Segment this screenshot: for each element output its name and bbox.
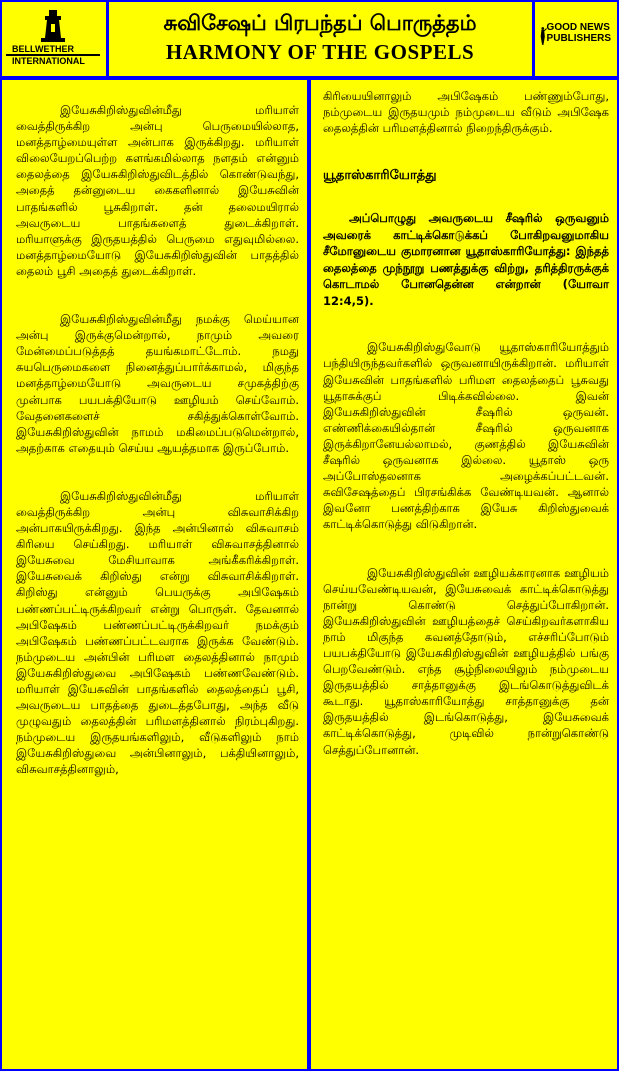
left-column (2, 80, 311, 1069)
left-paragraph-3: இயேசுகிறிஸ்துவின்மீது மரியாள் வைத்திருக்கிற அன்பு விசுவாசிக்கிற அன்பாகயிருக்கிறது. இந்த அன்பினால் விசுவாசம் கிரியை செய்கிறது. மரியாள் விசுவாசத்தினால் இயேசுவை மேசியாவாக அங்கீகரிக்கிறாள். இயேசுவைக் கிறிஸ்து என்று விசுவாசிக்கிறாள். கிறிஸ்து என்னும் பெயருக்கு அபிஷேகம் பண்ணப்பட்டிருக்கிறவர் என்று பொருள். தேவனால் அபிஷேகம் பண்ணப்பட்டிருக்கிறவர் நமக்கும் அபிஷேகம் பண்ணப்பட்டவராக இருக்க வேண்டும். நம்முடைய அன்பின் பரிமள தைலத்தினால் நாமும் இயேசுகிறிஸ்துவை அபிஷேகம் பண்ணவேண்டும். மரியாள் இயேசுவின் பாதங்களில் தைலத்தைப் பூசி, அவருடைய பாதத்தை துடைத்தபோது, அந்த வீடு முழுவதும் தைலத்தின் பரிமளத்தினால் நிரம்புகிறது. நம்முடைய இருதயங்களிலும், வீடுகளிலும் நாம் இயேசுகிறிஸ்துவை அன்பினாலும், பக்தியினாலும், விசுவாசத்தினாலும், (16, 488, 299, 777)
left-paragraph-1: இயேசுகிறிஸ்துவின்மீது மரியாள் வைத்திருக்கிற அன்பு பெருமையில்லாத, மனத்தாழ்மையுள்ள அன்பாக இருக்கிறது. மரியாள் விலையேறப்பெற்ற களங்கமில்லாத நளதம் என்னும் தைலத்தை இயேசுகிறிஸ்துவிடத்தில் கொண்டுவந்து, அதைத் தன்னுடைய கைகளினால் இயேசுவின் பாதங்களில் பூசுகிறாள். தன் தலைமயிரால் அவருடைய பாதங்களைத் துடைக்கிறாள். மரியாளுக்கு இருதயத்தில் பெருமை எதுவுமில்லை. மனத்தாழ்மையோடு இயேசுகிறிஸ்துவின் பாதத்தில் தைலம் பூசி அதைத் துடைக்கிறாள். (16, 103, 299, 278)
left-paragraph-2: இயேசுகிறிஸ்துவின்மீது நமக்கு மெய்யான அன்பு இருக்குமென்றால், நாமும் அவரை மேன்மைப்படுத்தத் தயங்கமாட்டோம். நமது சுயபெருமைகளை நினைத்துப்பார்க்காமல், மிகுந்த மனத்தாழ்மையோடு அவருடைய சமுகத்திற்கு முன்பாக பயபக்தியோடு ஊழியம் செய்வோம். வேதனைகளைச் சகித்துக்கொள்வோம். இயேசுகிறிஸ்துவின் நாமம் மகிமைப்படுமென்றால், அதற்காக எதையும் செய்ய ஆயத்தமாக இருப்போம். (16, 312, 299, 455)
columns (2, 80, 617, 1069)
logo-left-line2: INTERNATIONAL (6, 54, 100, 66)
logo-right-line2: PUBLISHERS (546, 33, 611, 44)
title-english: HARMONY OF THE GOSPELS (165, 40, 475, 64)
title-tamil: சுவிசேஷப் பிரபந்தப் பொருத்தம் (163, 11, 477, 35)
trumpet-figure-icon (539, 8, 547, 64)
right-paragraph-2: இயேசுகிறிஸ்துவின் ஊழியக்காரனாக ஊழியம் செய்யவேண்டியவன், இயேசுவைக் காட்டிக்கொடுத்து நான்று கொண்டு செத்துப்போகிறான். இயேசுகிறிஸ்துவின் ஊழியத்தைச் செய்கிறவர்களாகிய நாம் மிகுந்த கவனத்தோடும், எச்சரிப்போடும் பயபக்தியோடு இயேசுகிறிஸ்துவின் ஊழியத்தில் பங்கு பெறவேண்டும். எந்த சூழ்நிலையிலும் நம்முடைய இருதயத்தில் சாத்தானுக்கு இடங்கொடுத்துவிடக் கூடாது. யூதாஸ்காரியோத்து சாத்தானுக்கு தன் இருதயத்தில் இடங்கொடுத்து, இயேசுவைக் காட்டிக்கொடுத்து, முடிவில் நான்றுகொண்டு செத்துப்போனான். (323, 565, 609, 757)
header (2, 2, 617, 80)
header-divider-left (106, 2, 109, 76)
right-paragraph-continued: கிரியையினாலும் அபிஷேகம் பண்ணும்போது, நம்முடைய இருதயமும் நம்முடைய வீடும் அபிஷேக தைலத்தின் பரிமளத்தினால் நிறைந்திருக்கும். (323, 89, 609, 136)
scripture-quote: அப்பொழுது அவருடைய சீஷரில் ஒருவனும் அவரைக் காட்டிக்கொடுக்கப் போகிறவனுமாகிய சீமோனுடைய குமாரனான யூதாஸ்காரியோத்து: இந்தத் தைலத்தை முந்நூறு பணத்துக்கு விற்று, தரித்திரருக்குக் கொடாமல் போனதென்ன என்றான் (யோவா 12:4,5). (323, 211, 609, 308)
bell-tower-icon (33, 8, 73, 44)
header-divider-right (532, 2, 535, 76)
logo-right-line1: GOOD NEWS (546, 22, 610, 33)
title-box (110, 2, 530, 76)
right-column (311, 80, 617, 1069)
right-paragraph-1: இயேசுகிறிஸ்துவோடு யூதாஸ்காரியோத்தும் பந்தியிருந்தவர்களில் ஒருவனாயிருக்கிறான். மரியாள் இயேசுவின் பாதங்களில் பரிமள தைலத்தைப் பூசுவது யூதாசுக்குப் பிடிக்கவில்லை. இவன் இயேசுகிறிஸ்துவின் சீஷரில் ஒருவன். எண்ணிக்கையில்தான் சீஷரில் ஒருவனாக இருக்கிறானேயல்லாமல், குணத்தில் இயேசுவின் சீஷரில் ஒருவனாக இல்லை. யூதாஸ் ஒரு அப்போஸ்தலனாக அழைக்கப்பட்டவன். சுவிசேஷத்தைப் பிரசங்கிக்க வேண்டியவன். ஆனால் இவனோ பணத்திற்காக இயேசு கிறிஸ்துவைக் காட்டிக்கொடுத்து விடுகிறான். (323, 340, 609, 532)
section-title: யூதாஸ்காரியோத்து (323, 168, 437, 184)
bellwether-logo (6, 8, 100, 70)
good-news-logo (539, 8, 611, 70)
logo-left-line1: BELLWETHER (12, 44, 74, 54)
